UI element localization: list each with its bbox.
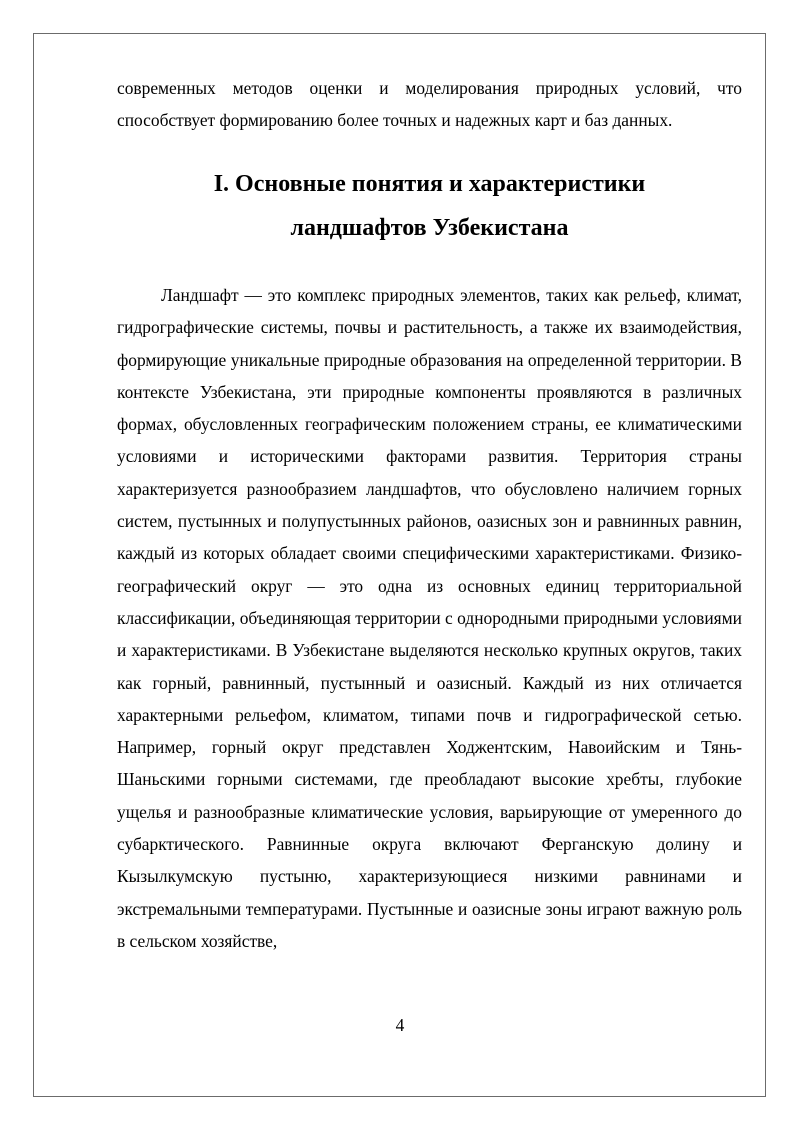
main-paragraph: Ландшафт — это комплекс природных элементов, таких как рельеф, климат, гидрографические системы, почвы и растительность, а также их взаимодействия, формирующие уникальные природные образования на определенной территории. В контексте Узбекистана, эти природные компоненты проявляются в различных формах, обусловленных географическим положением страны, ее климатическими условиями и историческими факторами развития. Территория страны характеризуется разнообразием ландшафтов, что обусловлено наличием горных систем, пустынных и полупустынных районов, оазисных зон и равнинных равнин, каждый из которых обладает своими специфическими характеристиками. Физико-географический округ — это одна из основных единиц территориальной классификации, объединяющая территории с однородными природными условиями и характеристиками. В Узбекистане выделяются несколько крупных округов, таких как горный, равнинный, пустынный и оазисный. Каждый из них отличается характерными рельефом, климатом, типами почв и гидрографической сетью. Например, горный округ представлен Ходжентским, Навоийским и Тянь-Шаньскими горными системами, где преобладают высокие хребты, глубокие ущелья и разнообразные климатические условия, варьирующие от умеренного до субарктического. Равнинные округа включают Ферганскую долину и Кызылкумскую пустыню, характеризующиеся низкими равнинами и экстремальными температурами. Пустынные и оазисные зоны играют важную роль в сельском хозяйстве, <box>117 285 742 951</box>
page-number: 4 <box>395 1015 405 1035</box>
heading-line-2: ландшафтов Узбекистана <box>290 215 569 241</box>
section-heading <box>117 162 742 250</box>
heading-line-1: I. Основные понятия и характеристики <box>213 171 646 197</box>
intro-paragraph: современных методов оценки и моделирования природных условий, что способствует формированию более точных и надежных карт и баз данных. <box>117 78 742 131</box>
